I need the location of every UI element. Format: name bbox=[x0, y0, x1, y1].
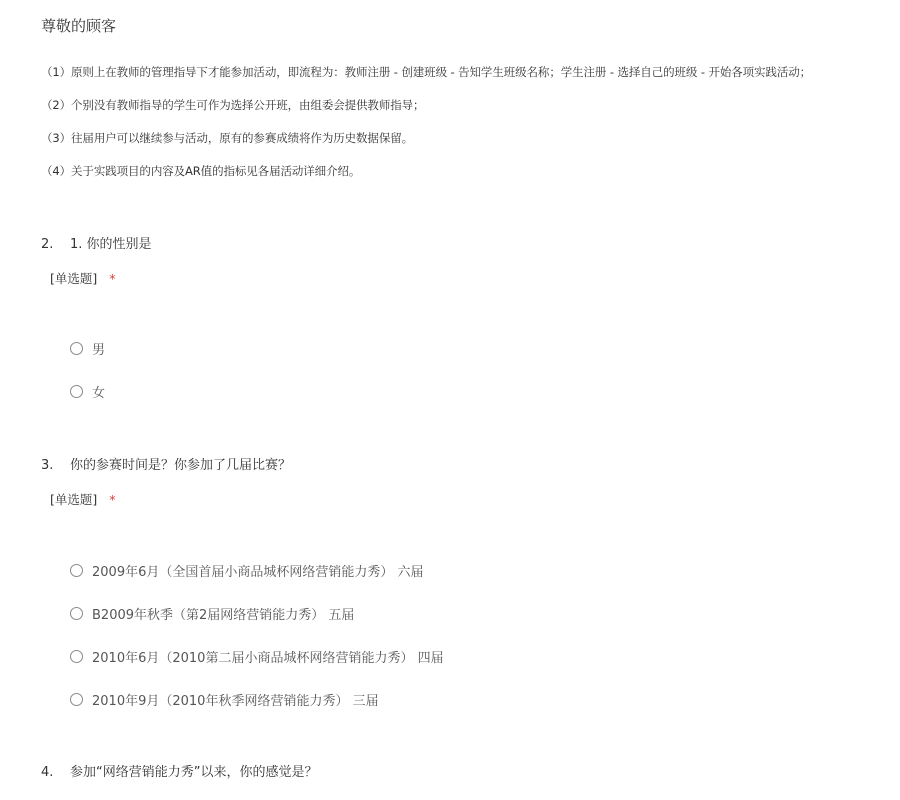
greeting-title: 尊敬的顾客 bbox=[41, 17, 117, 35]
option-label: 女 bbox=[92, 386, 106, 401]
question-type: [单选题] bbox=[50, 492, 98, 507]
note-item: （3）往届用户可以继续参与活动，原有的参赛成绩将作为历史数据保留。 bbox=[41, 131, 414, 145]
question-participation-time bbox=[41, 456, 861, 709]
option-label: B2009年秋季（第2届网络营销能力秀） 五届 bbox=[92, 608, 355, 623]
option-2010-june[interactable] bbox=[70, 635, 444, 678]
required-mark: * bbox=[109, 492, 116, 507]
options-list bbox=[70, 327, 105, 413]
option-label: 男 bbox=[92, 343, 106, 358]
radio-button[interactable] bbox=[70, 564, 83, 577]
question-title bbox=[41, 456, 861, 476]
question-gender bbox=[41, 235, 861, 401]
option-label: 2010年9月（2010年秋季网络营销能力秀） 三届 bbox=[92, 694, 379, 709]
question-type-label bbox=[50, 269, 861, 289]
question-feeling bbox=[41, 763, 861, 783]
radio-button[interactable] bbox=[70, 385, 83, 398]
radio-button[interactable] bbox=[70, 650, 83, 663]
question-number: 2. bbox=[41, 237, 54, 252]
notes-list bbox=[41, 56, 811, 188]
note-item: （4）关于实践项目的内容及AR值的指标见各届活动详细介绍。 bbox=[41, 164, 361, 178]
note-item: （1）原则上在教师的管理指导下才能参加活动，即流程为：教师注册 - 创建班级 - 告知学生班级名称；学生注册 - 选择自己的班级 - 开始各项实践活动； bbox=[41, 65, 812, 79]
option-label: 2009年6月（全国首届小商品城杯网络营销能力秀） 六届 bbox=[92, 565, 424, 580]
options-list bbox=[70, 549, 444, 721]
question-type: [单选题] bbox=[50, 271, 98, 286]
option-2010-september[interactable] bbox=[70, 678, 444, 721]
question-text: 1. 你的性别是 bbox=[70, 237, 152, 252]
required-mark: * bbox=[109, 271, 116, 286]
question-number: 4. bbox=[41, 765, 54, 780]
question-text: 你的参赛时间是？你参加了几届比赛？ bbox=[70, 458, 292, 473]
question-type-label bbox=[50, 490, 861, 510]
radio-button[interactable] bbox=[70, 607, 83, 620]
question-number: 3. bbox=[41, 458, 54, 473]
question-text: 参加“网络营销能力秀”以来，你的感觉是？ bbox=[70, 765, 318, 780]
option-label: 2010年6月（2010第二届小商品城杯网络营销能力秀） 四届 bbox=[92, 651, 444, 666]
note-item: （2）个别没有教师指导的学生可作为选择公开班，由组委会提供教师指导； bbox=[41, 98, 425, 112]
radio-button[interactable] bbox=[70, 693, 83, 706]
question-title bbox=[41, 763, 861, 783]
option-2009-autumn[interactable] bbox=[70, 592, 444, 635]
option-female[interactable] bbox=[70, 370, 105, 413]
question-title bbox=[41, 235, 861, 255]
option-male[interactable] bbox=[70, 327, 105, 370]
option-2009-june[interactable] bbox=[70, 549, 444, 592]
radio-button[interactable] bbox=[70, 342, 83, 355]
